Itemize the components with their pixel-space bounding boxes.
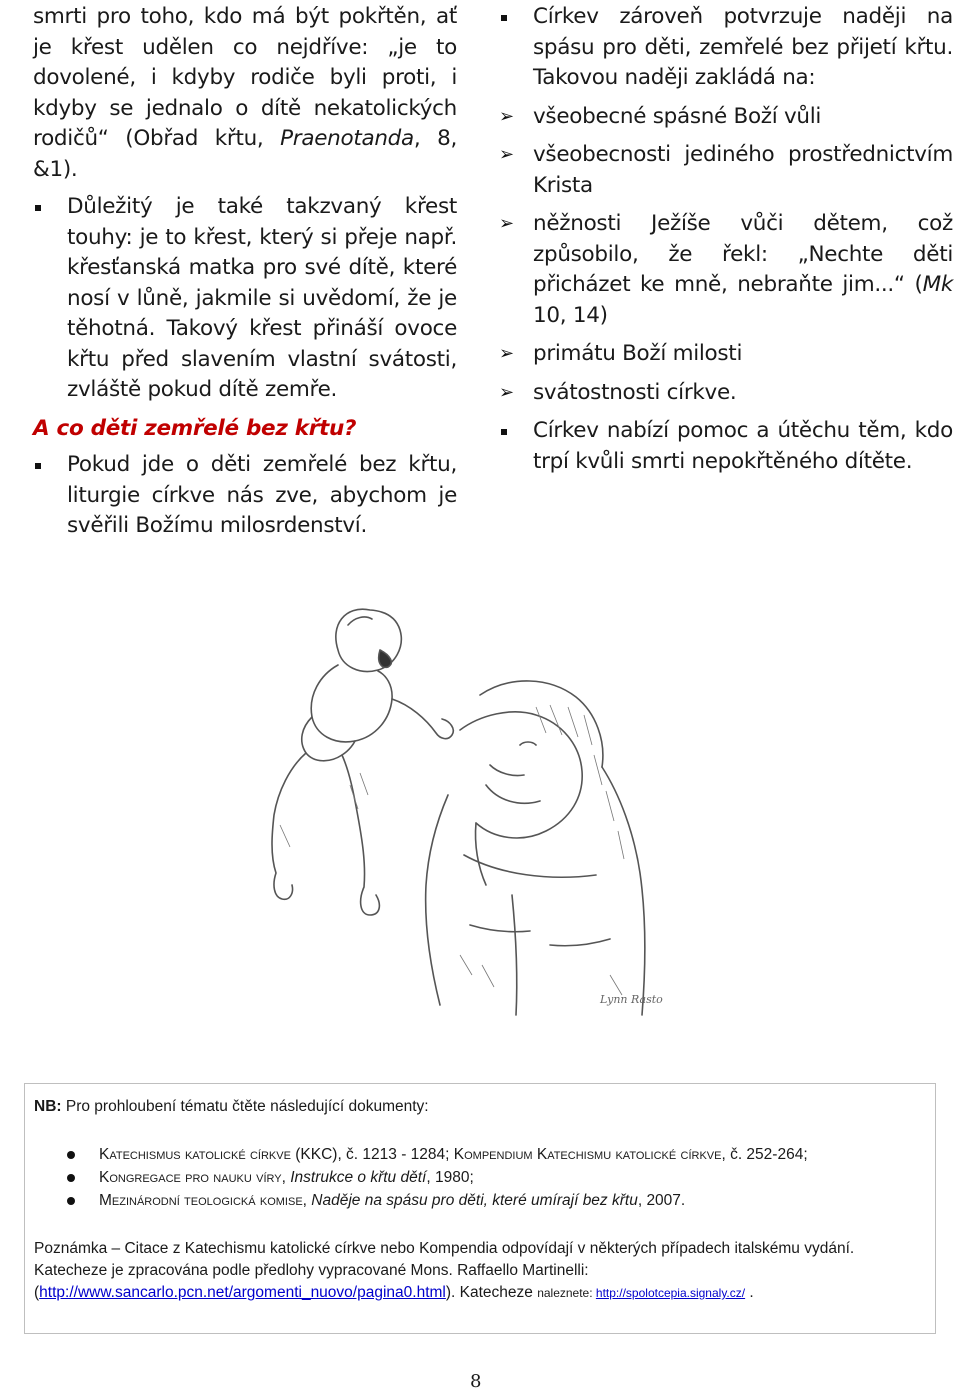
- intro-paragraph: smrti pro toho, kdo má být pokřtěn, ať je křest udělen co nejdříve: „je to dovolené, i kdyby rodiče byli proti, i kdyby se jednalo o dítě nekatolických rodičů“ (Obřad křtu, Praenotanda, 8, &1).: [33, 4, 458, 182]
- documents-list: [67, 1144, 927, 1213]
- illustration: [250, 595, 710, 1035]
- section-heading: A co děti zemřelé bez křtu?: [33, 415, 357, 441]
- round-bullet-icon: [67, 1151, 75, 1159]
- footnote-line-1: Poznámka – Citace z Katechismu katolické církve nebo Kompendia odpovídají v některých případech italskému vydání.: [34, 1240, 855, 1257]
- square-bullet-icon: [501, 429, 507, 435]
- right-column: [499, 2, 953, 485]
- arrow-bullet-icon: ➢: [499, 105, 514, 127]
- arrow-bullet-icon: ➢: [499, 381, 514, 403]
- square-bullet-icon: [35, 463, 41, 469]
- arrow-bullet-icon: ➢: [499, 343, 514, 364]
- page-number: 8: [470, 1371, 482, 1392]
- sub-item: ➢ primátu Boží milosti: [499, 339, 953, 370]
- notes-box: [24, 1083, 936, 1334]
- bullet-hope: Církev zároveň potvrzuje naději na spásu pro děti, zemřelé bez přijetí křtu. Takovou naději zakládá na:: [499, 2, 953, 94]
- bullet-baptism-of-desire: Důležitý je také takzvaný křest touhy: je to křest, který si přeje např. křesťanská matka pro své dítě, které nosí v lůně, jakmile si uvědomí, že je těhotná. Takový křest přináší ovoce křtu před slavením vlastní svátosti, zvláště pokud dítě zemře.: [33, 192, 457, 406]
- sancarlo-link[interactable]: http://www.sancarlo.pcn.net/argomenti_nuovo/pagina0.html: [39, 1284, 446, 1301]
- arrow-bullet-icon: ➢: [499, 144, 514, 165]
- square-bullet-icon: [35, 205, 41, 211]
- sub-item: ➢ všeobecné spásné Boží vůli: [499, 102, 953, 133]
- notes-heading: NB: Pro prohloubení tématu čtěte následující dokumenty:: [34, 1098, 429, 1115]
- footnote-line-2: Katecheze je zpracována podle předlohy vypracované Mons. Raffaello Martinelli:: [34, 1262, 589, 1279]
- round-bullet-icon: [67, 1197, 75, 1205]
- signaly-link[interactable]: http://spolotcepia.signaly.cz/: [595, 1286, 746, 1300]
- footnote: [34, 1238, 934, 1304]
- arrow-bullet-icon: ➢: [499, 213, 514, 234]
- sub-item: ➢ všeobecnosti jediného prostřednictvím Krista: [499, 142, 953, 198]
- sub-item: ➢ něžnosti Ježíše vůči dětem, což způsobilo, že řekl: „Nechte děti přicházet ke mně, nebraňte jim...“ (Mk 10, 14): [499, 211, 953, 328]
- footnote-line-3: (http://www.sancarlo.pcn.net/argomenti_nuovo/pagina0.html). Katecheze naleznete: http://spolotcepia.signaly.cz/ .: [34, 1284, 754, 1301]
- sub-item: ➢ svátostnosti církve.: [499, 378, 953, 409]
- artist-signature: Lynn Rasto: [600, 993, 663, 1006]
- square-bullet-icon: [501, 15, 507, 21]
- document-item: Mezinárodní teologická komise, Naděje na spásu pro děti, které umírají bez křtu, 2007.: [67, 1190, 927, 1212]
- left-column: [33, 2, 457, 550]
- round-bullet-icon: [67, 1174, 75, 1182]
- document-item: Katechismus katolické církve (KKC), č. 1213 - 1284; Kompendium Katechismu katolické církve, č. 252-264;: [67, 1144, 927, 1166]
- bullet-liturgy: Pokud jde o děti zemřelé bez křtu, liturgie církve nás zve, abychom je svěřili Božímu milosrdenství.: [33, 450, 457, 542]
- bullet-consolation: Církev nabízí pomoc a útěchu těm, kdo trpí kvůli smrti nepokřtěného dítěte.: [499, 416, 953, 477]
- document-item: Kongregace pro nauku víry, Instrukce o křtu dětí, 1980;: [67, 1167, 927, 1189]
- jesus-with-child-drawing: [250, 595, 710, 1035]
